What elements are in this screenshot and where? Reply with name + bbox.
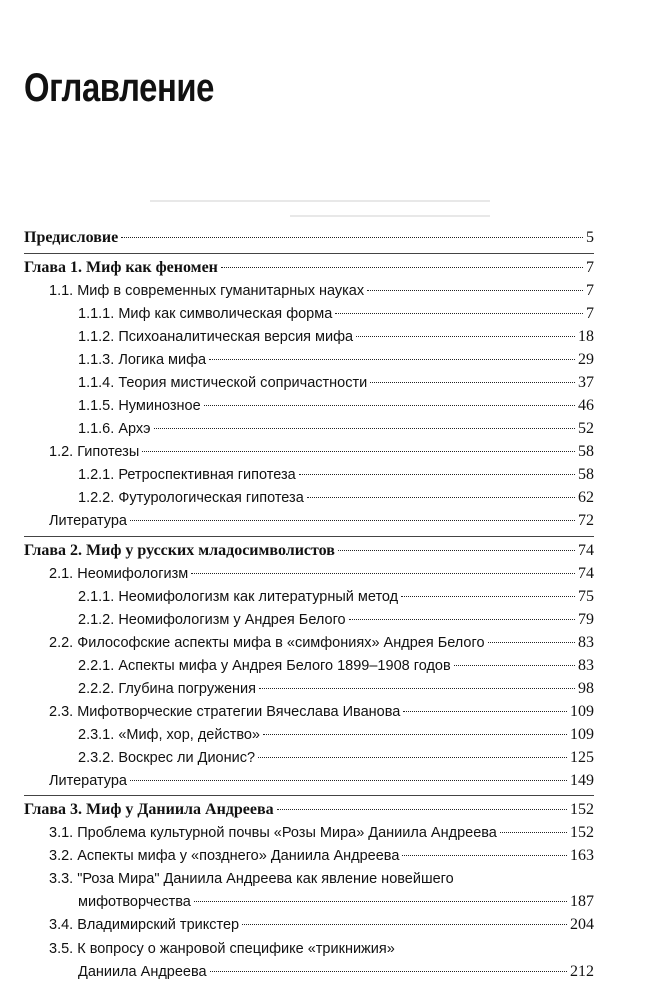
page-number: 83	[578, 657, 594, 674]
toc-entry-3-5[interactable]: Даниила Андреева 212	[78, 961, 594, 983]
leader-dots	[204, 405, 575, 406]
leader-dots	[191, 573, 575, 574]
page-number: 187	[570, 893, 594, 910]
page-number: 58	[578, 466, 594, 483]
divider	[24, 253, 594, 254]
page-number: 149	[570, 772, 594, 789]
page-number: 125	[570, 749, 594, 766]
page-number: 74	[578, 565, 594, 582]
page-number: 83	[578, 634, 594, 651]
leader-dots	[299, 474, 575, 475]
page-number: 109	[570, 703, 594, 720]
leader-dots	[258, 757, 567, 758]
page-number: 62	[578, 489, 594, 506]
page-number: 5	[586, 229, 594, 246]
toc-entry-3-3-first-line[interactable]: 3.3. "Роза Мира" Даниила Андреева как явление новейшего	[49, 871, 454, 887]
leader-dots	[130, 780, 567, 781]
page-number: 109	[570, 726, 594, 743]
leader-dots	[121, 237, 583, 238]
page-number: 212	[570, 963, 594, 980]
leader-dots	[209, 359, 575, 360]
page-number: 7	[586, 305, 594, 322]
toc-entry-1-1-3[interactable]: 1.1.3. Логика мифа 29	[78, 349, 594, 371]
toc-entry-1-1-1[interactable]: 1.1.1. Миф как символическая форма 7	[78, 303, 594, 325]
toc-entry-1-1-2[interactable]: 1.1.2. Психоаналитическая версия мифа 18	[78, 326, 594, 348]
leader-dots	[349, 619, 575, 620]
page-number: 58	[578, 443, 594, 460]
leader-dots	[488, 642, 575, 643]
leader-dots	[367, 290, 583, 291]
toc-entry-3-5-first-line[interactable]: 3.5. К вопросу о жанровой специфике «трикнижия»	[49, 941, 395, 957]
page-number: 18	[578, 328, 594, 345]
leader-dots	[500, 832, 567, 833]
toc-entry-1-1-4[interactable]: 1.1.4. Теория мистической сопричастности 37	[78, 372, 594, 394]
leader-dots	[154, 428, 575, 429]
page-number: 29	[578, 351, 594, 368]
toc-entry-1-1-5[interactable]: 1.1.5. Нуминозное 46	[78, 395, 594, 417]
toc-entry-chapter-3[interactable]: Глава 3. Миф у Даниила Андреева 152	[24, 799, 594, 821]
leader-dots	[242, 924, 567, 925]
toc-entry-3-3[interactable]: мифотворчества 187	[78, 891, 594, 913]
toc-entry-preface[interactable]: Предисловие 5	[24, 227, 594, 249]
toc-entry-2-3-2[interactable]: 2.3.2. Воскрес ли Дионис? 125	[78, 747, 594, 769]
toc-entry-1-2-1[interactable]: 1.2.1. Ретроспективная гипотеза 58	[78, 464, 594, 486]
leader-dots	[356, 336, 575, 337]
page-number: 163	[570, 847, 594, 864]
toc-entry-1-2-2[interactable]: 1.2.2. Футурологическая гипотеза 62	[78, 487, 594, 509]
toc-entry-3-4[interactable]: 3.4. Владимирский трикстер 204	[49, 914, 594, 936]
page-number: 7	[586, 259, 594, 276]
leader-dots	[142, 451, 575, 452]
toc-entry-1-1[interactable]: 1.1. Миф в современных гуманитарных науках 7	[49, 280, 594, 302]
toc-entry-2-2[interactable]: 2.2. Философские аспекты мифа в «симфониях» Андрея Белого 83	[49, 632, 594, 654]
leader-dots	[259, 688, 575, 689]
page-number: 52	[578, 420, 594, 437]
toc-entry-chapter-2[interactable]: Глава 2. Миф у русских младосимволистов 74	[24, 540, 594, 562]
page-number: 46	[578, 397, 594, 414]
leader-dots	[402, 855, 567, 856]
page-number: 152	[570, 801, 594, 818]
toc-entry-literature-1[interactable]: Литература 72	[49, 510, 594, 532]
page-title: Оглавление	[24, 66, 214, 110]
page-number: 79	[578, 611, 594, 628]
leader-dots	[277, 809, 567, 810]
leader-dots	[335, 313, 583, 314]
toc-entry-chapter-1[interactable]: Глава 1. Миф как феномен 7	[24, 257, 594, 279]
toc-entry-2-3-1[interactable]: 2.3.1. «Миф, хор, действо» 109	[78, 724, 594, 746]
leader-dots	[401, 596, 575, 597]
toc-entry-2-2-1[interactable]: 2.2.1. Аспекты мифа у Андрея Белого 1899–1908 годов 83	[78, 655, 594, 677]
leader-dots	[338, 550, 575, 551]
page-number: 204	[570, 916, 594, 933]
leader-dots	[370, 382, 575, 383]
divider	[24, 795, 594, 796]
page-number: 74	[578, 542, 594, 559]
toc-entry-1-2[interactable]: 1.2. Гипотезы 58	[49, 441, 594, 463]
page-number: 37	[578, 374, 594, 391]
page-number: 152	[570, 824, 594, 841]
leader-dots	[194, 901, 567, 902]
page-number: 72	[578, 512, 594, 529]
leader-dots	[210, 971, 567, 972]
leader-dots	[403, 711, 567, 712]
page-number: 98	[578, 680, 594, 697]
toc-entry-2-3[interactable]: 2.3. Мифотворческие стратегии Вячеслава Иванова 109	[49, 701, 594, 723]
toc-entry-3-2[interactable]: 3.2. Аспекты мифа у «позднего» Даниила Андреева 163	[49, 845, 594, 867]
page-number: 75	[578, 588, 594, 605]
toc-entry-2-1[interactable]: 2.1. Неомифологизм 74	[49, 563, 594, 585]
leader-dots	[454, 665, 575, 666]
divider	[24, 536, 594, 537]
leader-dots	[307, 497, 575, 498]
toc-entry-literature-2[interactable]: Литература 149	[49, 770, 594, 792]
toc-entry-2-1-2[interactable]: 2.1.2. Неомифологизм у Андрея Белого 79	[78, 609, 594, 631]
toc-entry-3-1[interactable]: 3.1. Проблема культурной почвы «Розы Мира» Даниила Андреева 152	[49, 822, 594, 844]
leader-dots	[221, 267, 583, 268]
page-number: 7	[586, 282, 594, 299]
toc-entry-1-1-6[interactable]: 1.1.6. Архэ 52	[78, 418, 594, 440]
toc-entry-2-1-1[interactable]: 2.1.1. Неомифологизм как литературный метод 75	[78, 586, 594, 608]
leader-dots	[263, 734, 567, 735]
toc-entry-2-2-2[interactable]: 2.2.2. Глубина погружения 98	[78, 678, 594, 700]
leader-dots	[130, 520, 575, 521]
